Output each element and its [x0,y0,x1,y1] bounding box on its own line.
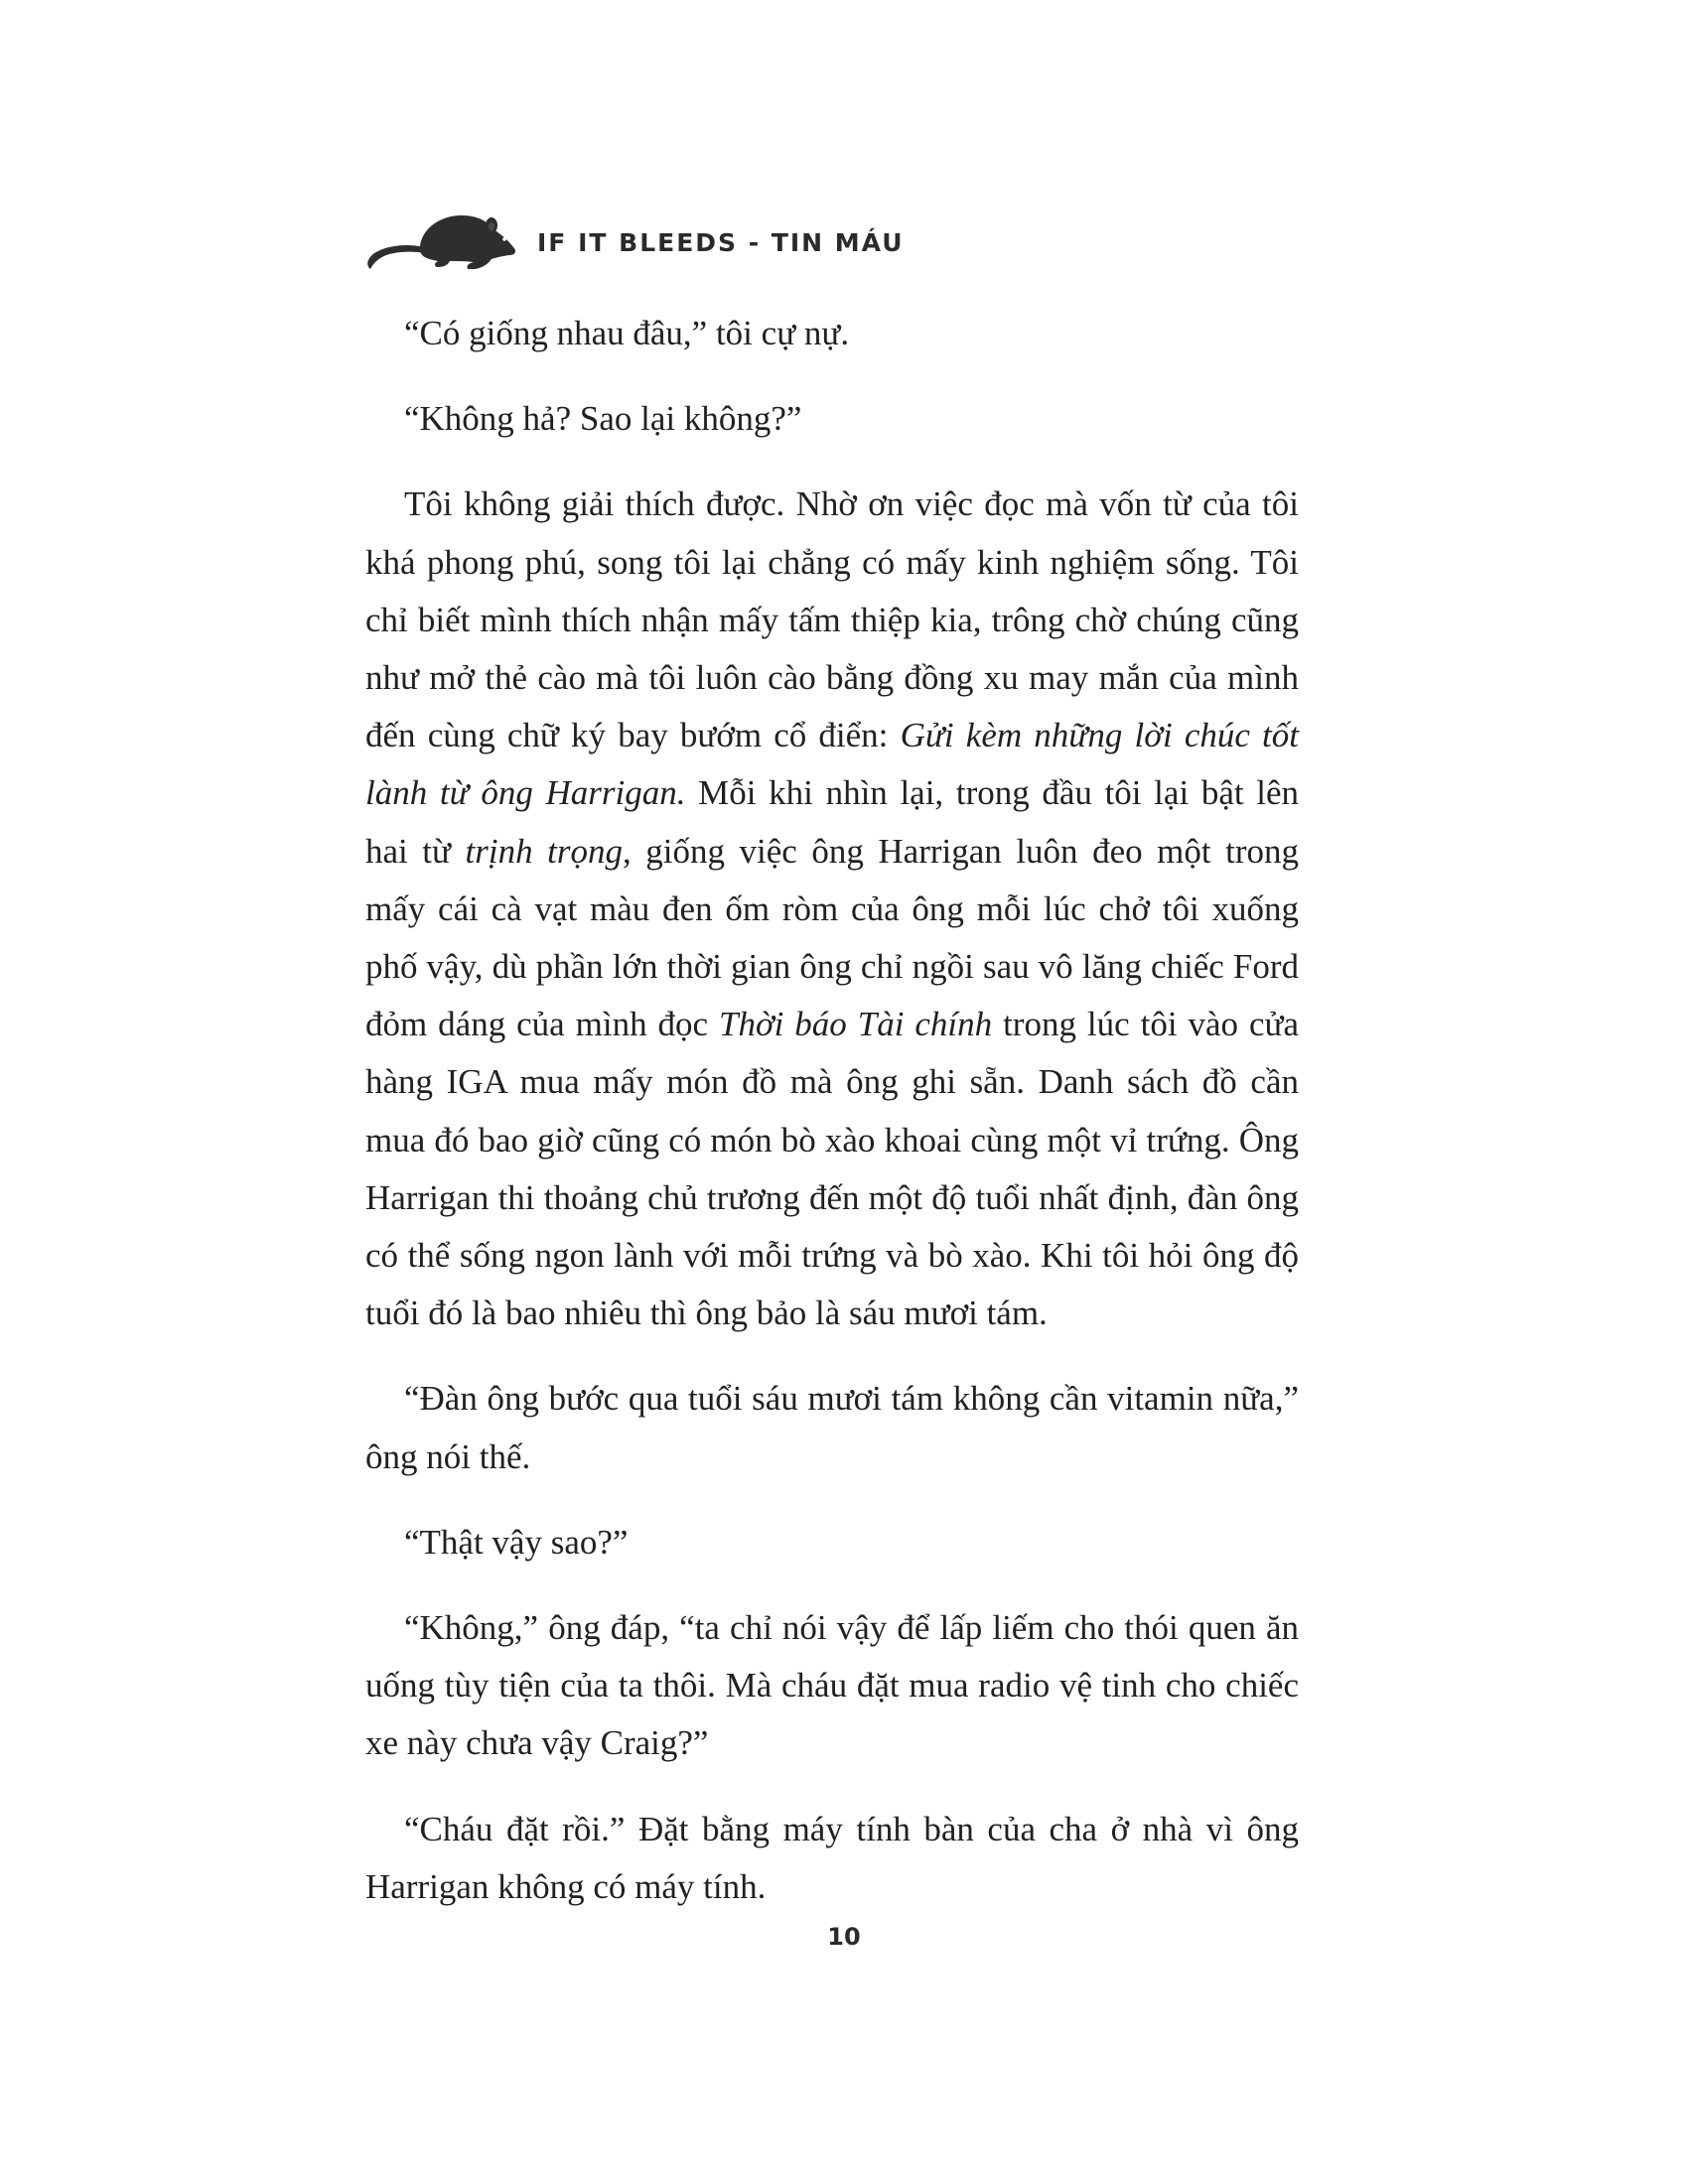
body-text [365,305,1299,1944]
italic-phrase: trịnh trọng [465,831,623,871]
paragraph-text: Mỗi khi nhìn lại, trong đầu tôi lại bật lên hai từ [365,773,1300,871]
paragraph: “Đàn ông bước qua tuổi sáu mươi tám không cần vitamin nữa,” ông nói thế. [365,1379,1299,1476]
rat-silhouette-icon [362,204,533,273]
running-header [362,204,905,273]
paragraph: “Cháu đặt rồi.” Đặt bằng máy tính bàn của cha ở nhà vì ông Harrigan không có máy tính. [365,1809,1299,1906]
italic-phrase: Thời báo Tài chính [719,1005,993,1044]
page-number: 10 [827,1923,861,1951]
paragraph-text: , giống việc ông Harrigan luôn đeo một trong mấy cái cà vạt màu đen ốm ròm của ông mỗi lúc chở tôi xuống phố vậy, dù phần lớn thời gian ông chỉ ngồi sau vô lăng chiếc Ford đỏm dáng của mình đọc [365,831,1300,1044]
paragraph: “Không hả? Sao lại không?” [404,399,802,439]
italic-phrase: Gửi kèm những lời chúc tốt lành từ ông Harrigan. [365,716,1300,813]
paragraph-text: trong lúc tôi vào cửa hàng IGA mua mấy món đồ mà ông ghi sẵn. Danh sách đồ cần mua đó bao giờ cũng có món bò xào khoai cùng một vỉ trứng. Ông Harrigan thi thoảng chủ trương đến một độ tuổi nhất định, đàn ông có thể sống ngon lành với mỗi trứng và bò xào. Khi tôi hỏi ông độ tuổi đó là bao nhiêu thì ông bảo là sáu mươi tám. [365,1005,1299,1333]
paragraph: “Có giống nhau đâu,” tôi cự nự. [404,314,850,352]
paragraph [365,476,1299,1342]
paragraph: “Không,” ông đáp, “ta chỉ nói vậy để lấp liếm cho thói quen ăn uống tùy tiện của ta thôi. Mà cháu đặt mua radio vệ tinh cho chiếc xe này chưa vậy Craig?” [365,1608,1299,1763]
running-head-title: IF IT BLEEDS - TIN MÁU [537,227,905,257]
paragraph: “Thật vậy sao?” [404,1522,629,1562]
paragraph-text: Tôi không giải thích được. Nhờ ơn việc đọc mà vốn từ của tôi khá phong phú, song tôi lại chẳng có mấy kinh nghiệm sống. Tôi chỉ biết mình thích nhận mấy tấm thiệp kia, trông chờ chúng cũng như mở thẻ cào mà tôi luôn cào bằng đồng xu may mắn của mình đến cùng chữ ký bay bướm cổ điển: [365,484,1299,755]
